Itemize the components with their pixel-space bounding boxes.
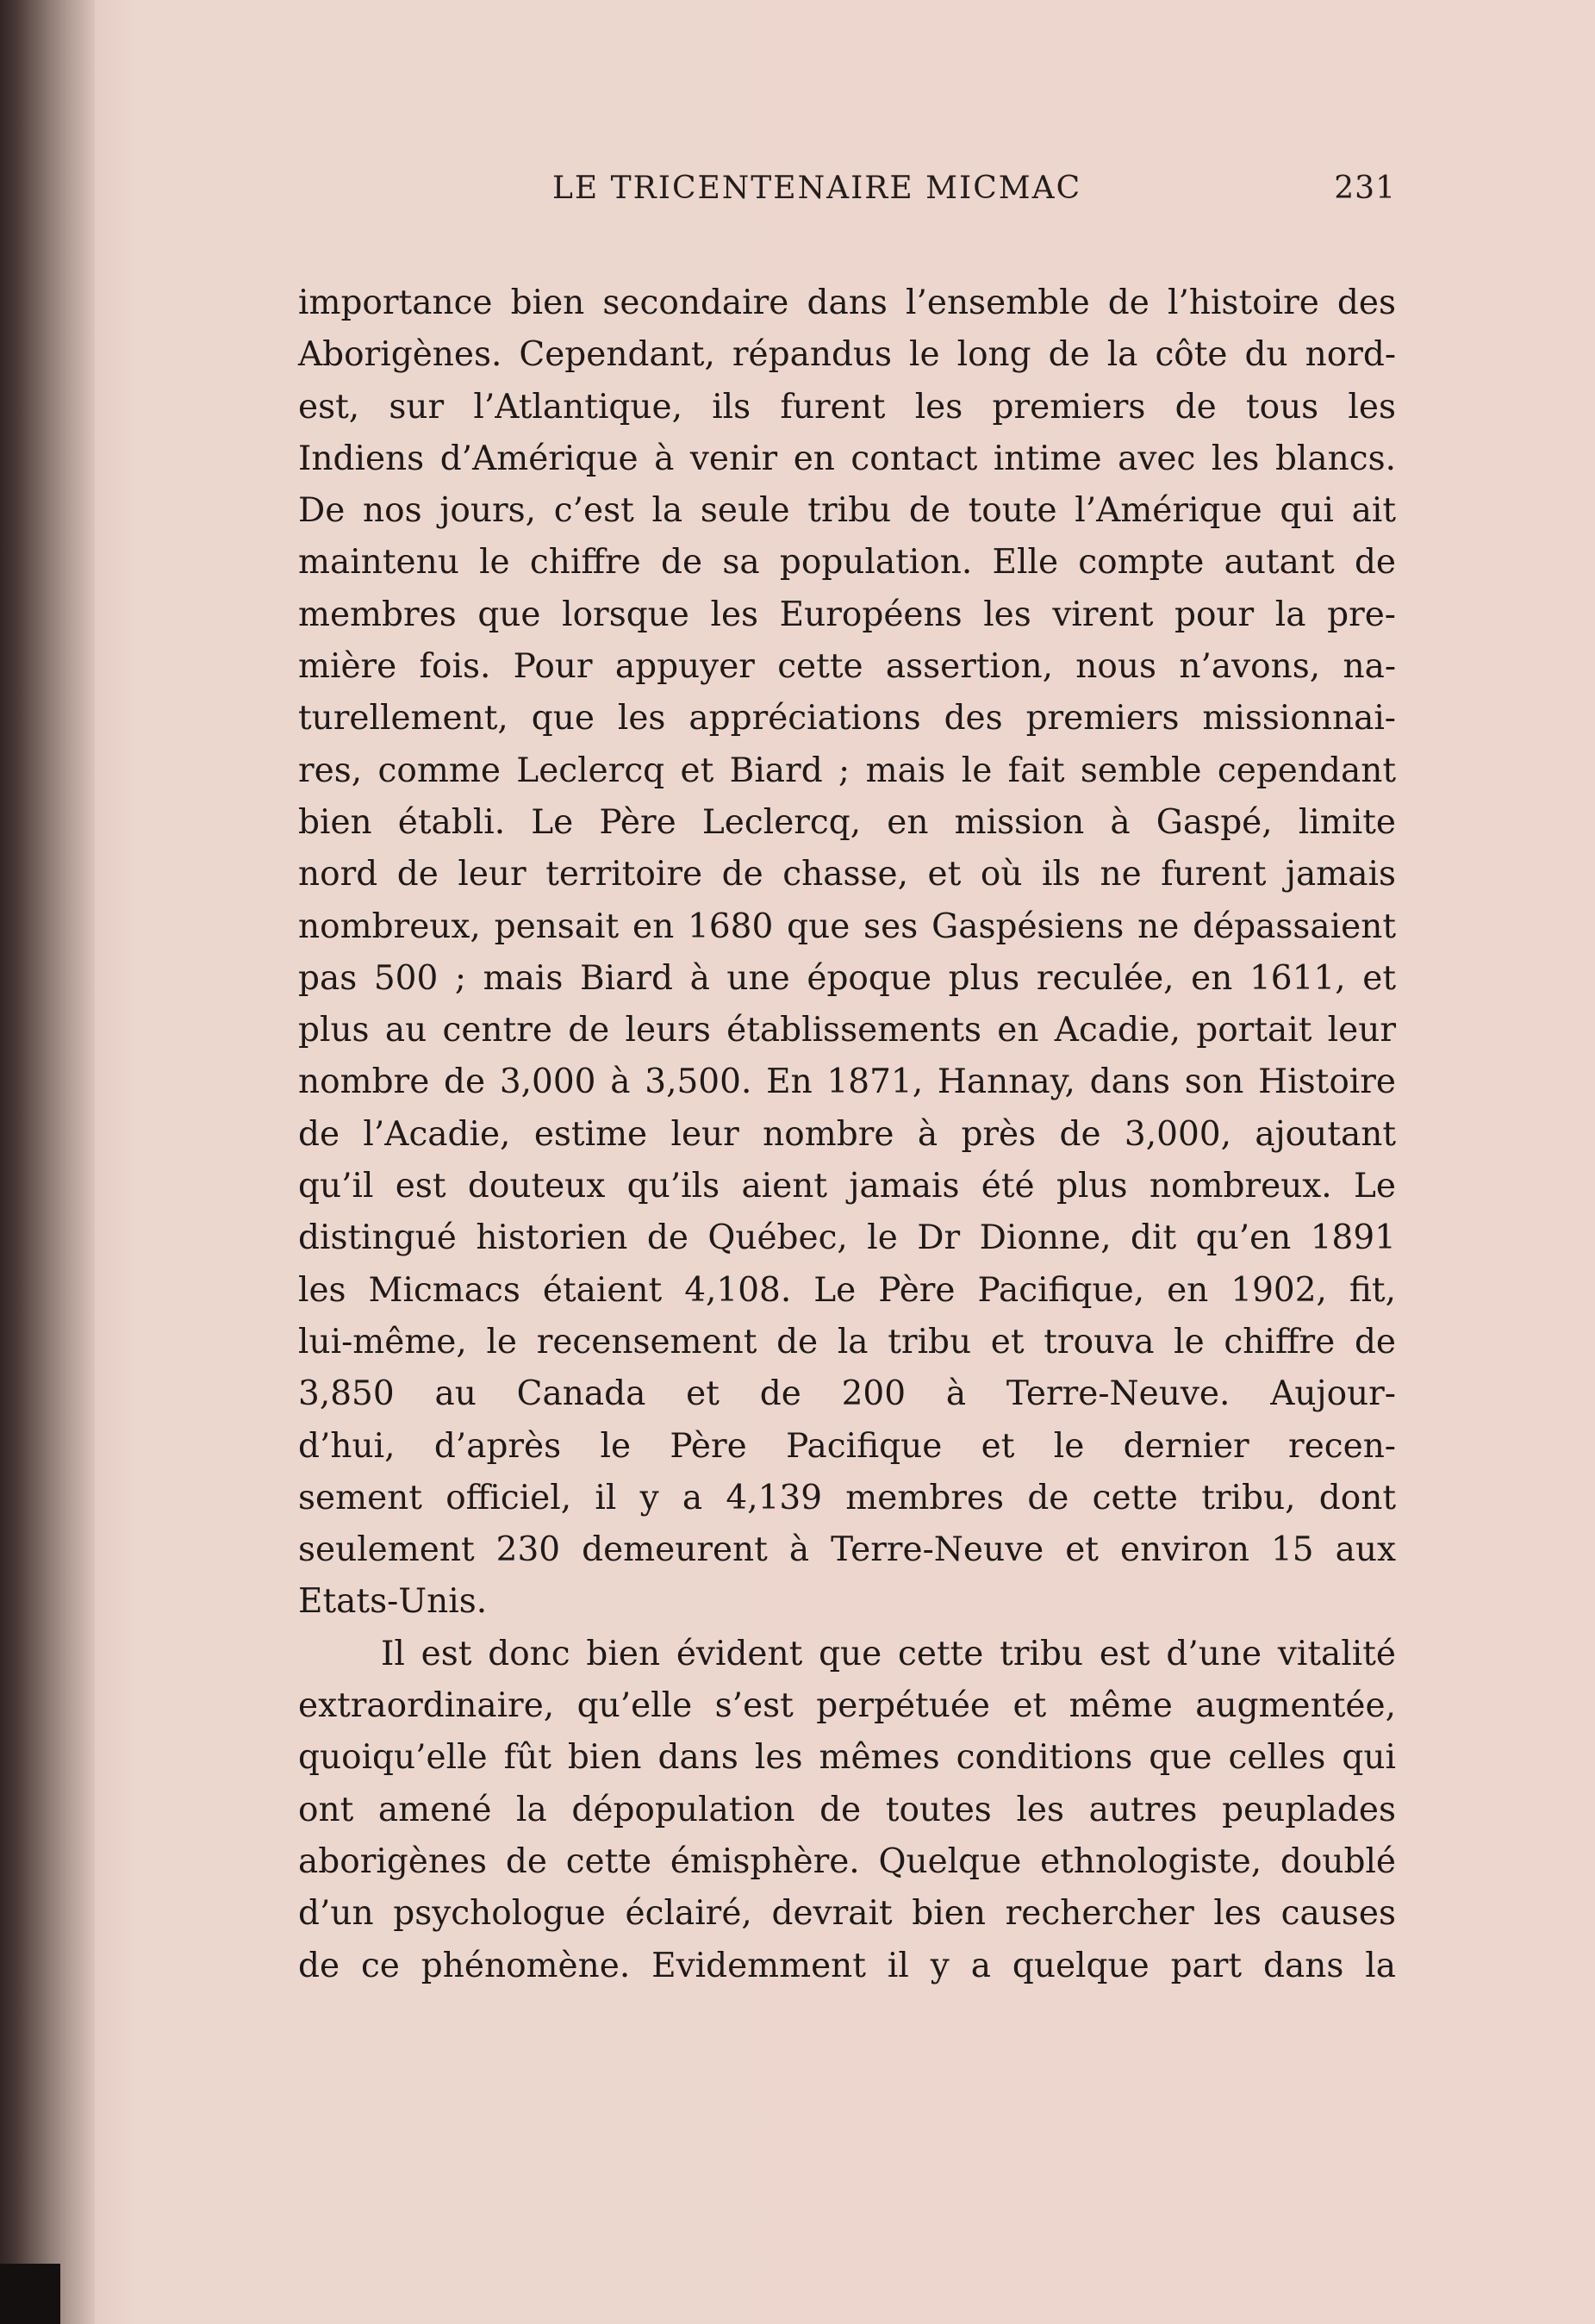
text-line: nombreux, pensait en 1680 que ses Gaspésiens ne dépassaient: [298, 907, 1396, 946]
text-line: les Micmacs étaient 4,108. Le Père Pacifique, en 1902, fit,: [298, 1270, 1396, 1310]
text-line: qu’il est douteux qu’ils aient jamais été plus nombreux. Le: [298, 1167, 1396, 1206]
text-line: d’hui, d’après le Père Pacifique et le dernier recen-: [298, 1426, 1396, 1466]
text-line: res, comme Leclercq et Biard ; mais le fait semble cependant: [298, 751, 1396, 790]
text-line: seulement 230 demeurent à Terre-Neuve et environ 15 aux: [298, 1530, 1396, 1570]
text-line: plus au centre de leurs établissements en Acadie, portait leur: [298, 1011, 1396, 1050]
body-text: [298, 277, 1396, 1992]
text-line: importance bien secondaire dans l’ensemble de l’histoire des: [298, 283, 1396, 322]
text-line: membres que lorsque les Européens les virent pour la pre-: [298, 595, 1396, 634]
text-line: d’un psychologue éclairé, devrait bien rechercher les causes: [298, 1894, 1396, 1934]
page-header: [298, 171, 1396, 214]
text-line: maintenu le chiffre de sa population. Elle compte autant de: [298, 543, 1396, 583]
text-line: 3,850 au Canada et de 200 à Terre-Neuve. Aujour-: [298, 1374, 1396, 1414]
text-line: Aborigènes. Cependant, répandus le long de la côte du nord-: [298, 335, 1396, 375]
text-line: nombre de 3,000 à 3,500. En 1871, Hannay, dans son Histoire: [298, 1062, 1396, 1102]
text-line: Indiens d’Amérique à venir en contact intime avec les blancs.: [298, 439, 1396, 478]
text-line: distingué historien de Québec, le Dr Dionne, dit qu’en 1891: [298, 1218, 1396, 1258]
text-line: Etats-Unis.: [298, 1582, 488, 1622]
text-line: lui-même, le recensement de la tribu et trouva le chiffre de: [298, 1322, 1396, 1361]
book-spine-shadow: [0, 0, 95, 2324]
page-number: 231: [1334, 171, 1396, 206]
text-line: sement officiel, il y a 4,139 membres de cette tribu, dont: [298, 1478, 1396, 1517]
text-line: nord de leur territoire de chasse, et où ils ne furent jamais: [298, 855, 1396, 894]
text-line: Il est donc bien évident que cette tribu est d’une vitalité: [381, 1634, 1396, 1673]
paragraph: [298, 1629, 1396, 1992]
paragraph: [298, 277, 1396, 1629]
text-line: De nos jours, c’est la seule tribu de toute l’Amérique qui ait: [298, 491, 1396, 531]
text-line: mière fois. Pour appuyer cette assertion, nous n’avons, na-: [298, 647, 1396, 687]
text-line: aborigènes de cette émisphère. Quelque ethnologiste, doublé: [298, 1841, 1396, 1881]
text-line: extraordinaire, qu’elle s’est perpétuée et même augmentée,: [298, 1686, 1396, 1726]
text-line: de ce phénomène. Evidemment il y a quelque part dans la: [298, 1946, 1396, 1985]
text-line: turellement, que les appréciations des premiers missionnai-: [298, 699, 1396, 738]
dark-corner: [0, 2264, 60, 2324]
running-title: LE TRICENTENAIRE MICMAC: [552, 171, 1082, 206]
text-line: de l’Acadie, estime leur nombre à près de 3,000, ajoutant: [298, 1114, 1396, 1154]
text-line: bien établi. Le Père Leclercq, en mission à Gaspé, limite: [298, 802, 1396, 842]
text-line: est, sur l’Atlantique, ils furent les premiers de tous les: [298, 387, 1396, 427]
text-line: ont amené la dépopulation de toutes les autres peuplades: [298, 1790, 1396, 1829]
text-line: pas 500 ; mais Biard à une époque plus reculée, en 1611, et: [298, 958, 1396, 998]
text-line: quoiqu’elle fût bien dans les mêmes conditions que celles qui: [298, 1738, 1396, 1778]
